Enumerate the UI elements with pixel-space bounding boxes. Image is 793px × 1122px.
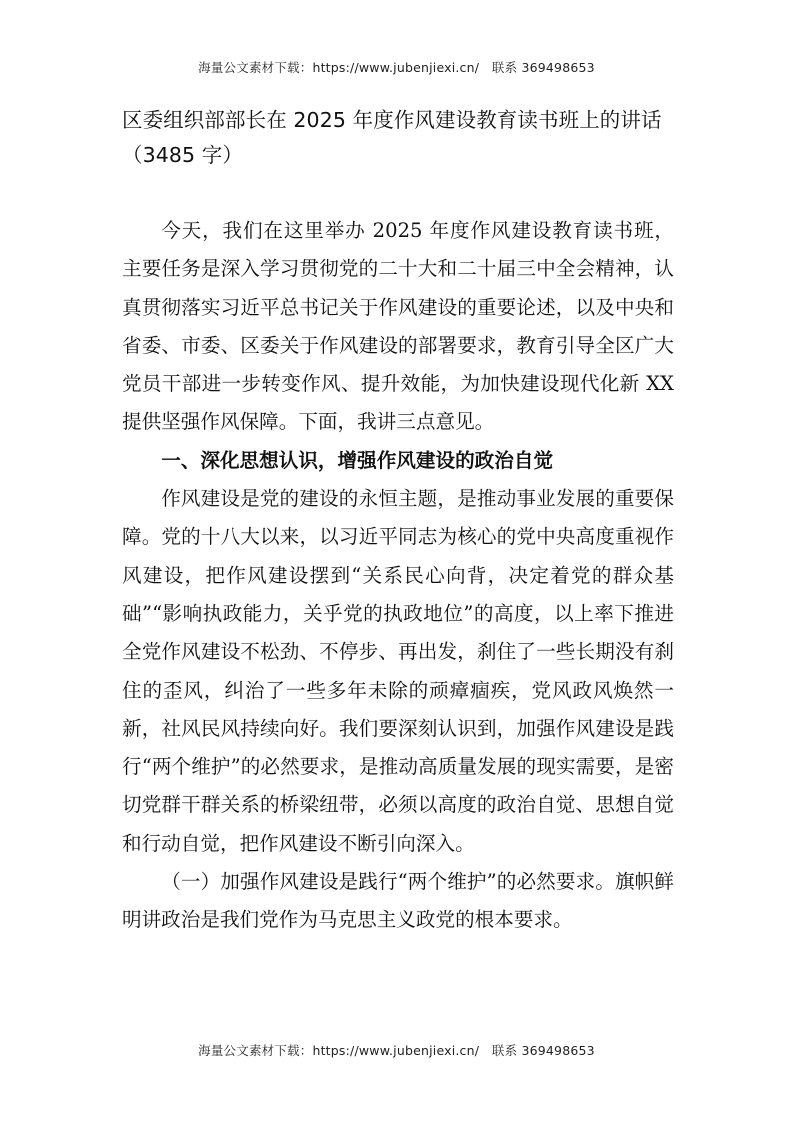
intro-paragraph: 今天，我们在这里举办 2025 年度作风建设教育读书班，主要任务是深入学习贯彻党的二十大和二十届三中全会精神，认真贯彻落实习近平总书记关于作风建设的重要论述，以及中央和省委、市委、区委关于作风建设的部署要求，教育引导全区广大党员干部进一步转变作风、提升效能，为加快建设现代化新 XX 提供坚强作风保障。下面，我讲三点意见。 (122, 219, 674, 434)
document-title: 区委组织部部长在 2025 年度作风建设教育读书班上的讲话（3485 字） (122, 108, 662, 167)
section-heading: 一、深化思想认识，增强作风建设的政治自觉 (161, 448, 554, 472)
page-header: 海量公文素材下载：https://www.jubenjiexi.cn/ 联系 369498653 (198, 60, 595, 75)
subsection-paragraph: （一）加强作风建设是践行“两个维护”的必然要求。旗帜鲜明讲政治是我们党作为马克思主义政党的根本要求。 (122, 870, 674, 932)
page-footer: 海量公文素材下载：https://www.jubenjiexi.cn/ 联系 369498653 (198, 1043, 595, 1058)
document-body (122, 212, 674, 940)
body-paragraph: 作风建设是党的建设的永恒主题，是推动事业发展的重要保障。党的十八大以来，以习近平同志为核心的党中央高度重视作风建设，把作风建设摆到“关系民心向背，决定着党的群众基础”“影响执政能力，关乎党的执政地位”的高度，以上率下推进全党作风建设不松劲、不停步、再出发，刹住了一些长期没有刹住的歪风，纠治了一些多年未除的顽瘴痼疾，党风政风焕然一新，社风民风持续向好。我们要深刻认识到，加强作风建设是践行“两个维护”的必然要求，是推动高质量发展的现实需要，是密切党群干群关系的桥梁纽带，必须以高度的政治自觉、思想自觉和行动自觉，把作风建设不断引向深入。 (122, 487, 674, 855)
